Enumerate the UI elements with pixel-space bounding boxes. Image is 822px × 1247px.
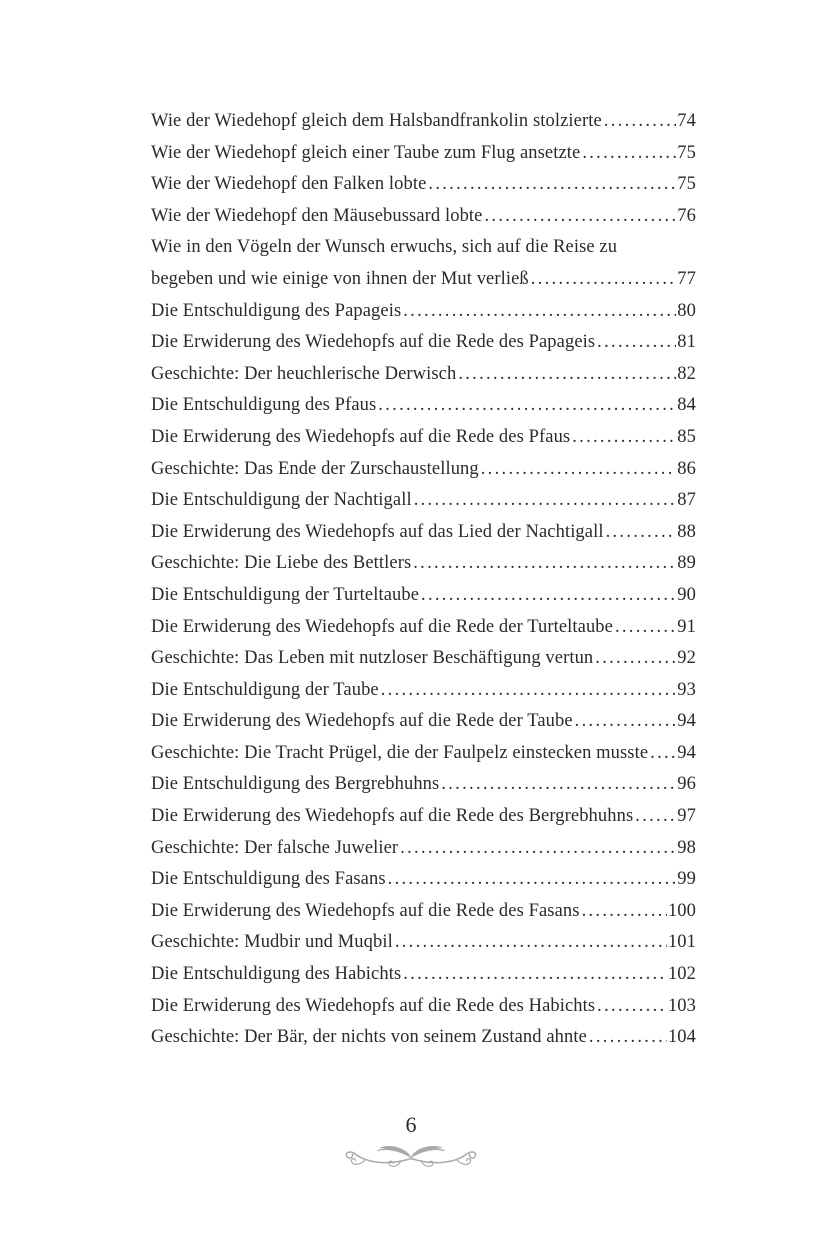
toc-line [151, 806, 696, 838]
toc-entry-page: 87 [677, 490, 696, 511]
toc-entry-page: 98 [677, 837, 696, 858]
toc-entry [151, 364, 696, 396]
toc-entry-title: Die Erwiderung des Wiedehopfs auf die Rede des Fasans [151, 900, 580, 921]
toc-entry-title: Die Erwiderung des Wiedehopfs auf die Rede des Papageis [151, 332, 596, 353]
toc-entry-title: begeben und wie einige von ihnen der Mut verließ [151, 268, 529, 289]
toc-line [151, 143, 696, 175]
dot-leader [606, 522, 677, 543]
toc-entry [151, 901, 696, 933]
table-of-contents [151, 111, 696, 1059]
toc-line [151, 395, 696, 427]
dot-leader [484, 206, 676, 227]
toc-entry-title: Geschichte: Die Tracht Prügel, die der Faulpelz einstecken musste [151, 742, 649, 763]
toc-entry [151, 111, 696, 143]
toc-entry-page: 103 [667, 995, 696, 1016]
toc-entry [151, 459, 696, 491]
toc-entry-page: 80 [677, 300, 696, 321]
toc-entry-title: Die Erwiderung des Wiedehopfs auf die Rede des Habichts [151, 995, 596, 1016]
toc-entry-page: 89 [677, 553, 696, 574]
toc-entry-page: 94 [677, 711, 696, 732]
toc-entry-page: 75 [677, 174, 696, 195]
toc-line [151, 964, 696, 996]
toc-line [151, 585, 696, 617]
dot-leader [572, 427, 676, 448]
toc-entry [151, 964, 696, 996]
toc-entry [151, 395, 696, 427]
toc-line [151, 490, 696, 522]
toc-entry [151, 869, 696, 901]
toc-line [151, 269, 696, 301]
toc-entry [151, 143, 696, 175]
dot-leader [458, 364, 676, 385]
toc-entry [151, 680, 696, 712]
toc-entry-title: Die Entschuldigung des Pfaus [151, 395, 377, 416]
toc-entry [151, 522, 696, 554]
toc-entry-title: Die Entschuldigung des Papageis [151, 300, 402, 321]
toc-line [151, 996, 696, 1028]
toc-entry [151, 585, 696, 617]
toc-entry [151, 1027, 696, 1059]
toc-line [151, 838, 696, 870]
toc-entry [151, 490, 696, 522]
toc-line [151, 869, 696, 901]
toc-line [151, 459, 696, 491]
toc-entry-title: Wie der Wiedehopf gleich dem Halsbandfrankolin stolzierte [151, 111, 602, 131]
dot-leader [403, 301, 676, 322]
page-number: 6 [405, 1112, 417, 1137]
toc-line [151, 743, 696, 775]
toc-entry-page: 102 [667, 964, 696, 985]
toc-entry-title: Die Erwiderung des Wiedehopfs auf das Lied der Nachtigall [151, 521, 604, 542]
toc-line [151, 617, 696, 649]
dot-leader [531, 269, 677, 290]
toc-entry [151, 838, 696, 870]
toc-entry-page: 76 [677, 205, 696, 226]
toc-line [151, 206, 696, 238]
toc-entry [151, 174, 696, 206]
dot-leader [378, 395, 676, 416]
toc-line [151, 932, 696, 964]
toc-entry-page: 99 [677, 869, 696, 890]
toc-entry [151, 996, 696, 1028]
toc-entry-page: 75 [677, 142, 696, 163]
dot-leader [403, 964, 667, 985]
toc-line [151, 301, 696, 333]
toc-line [151, 111, 696, 143]
toc-line [151, 332, 696, 364]
toc-entry-page: 90 [677, 584, 696, 605]
toc-entry-title: Die Erwiderung des Wiedehopfs auf die Rede der Turteltaube [151, 616, 613, 637]
toc-entry-page: 93 [677, 679, 696, 700]
toc-line [151, 1027, 696, 1059]
toc-entry-page: 92 [677, 648, 696, 669]
toc-entry-title: Die Entschuldigung des Bergrebhuhns [151, 774, 440, 795]
toc-entry-title: Geschichte: Der Bär, der nichts von seinem Zustand ahnte [151, 1027, 587, 1048]
dot-leader [604, 111, 677, 132]
toc-entry [151, 648, 696, 680]
dot-leader [388, 869, 677, 890]
dot-leader [595, 648, 676, 669]
toc-entry-title: Geschichte: Der heuchlerische Derwisch [151, 363, 457, 384]
toc-line [151, 174, 696, 206]
toc-entry-page: 77 [677, 268, 696, 289]
dot-leader [414, 490, 677, 511]
toc-entry [151, 711, 696, 743]
toc-entry-title: Die Entschuldigung der Nachtigall [151, 490, 412, 511]
toc-entry-title: Die Entschuldigung der Turteltaube [151, 584, 420, 605]
toc-entry [151, 237, 696, 300]
toc-entry [151, 301, 696, 333]
toc-entry-page: 84 [677, 395, 696, 416]
toc-line [151, 364, 696, 396]
toc-entry-title: Wie der Wiedehopf den Mäusebussard lobte [151, 205, 483, 226]
dot-leader [615, 617, 676, 638]
toc-entry [151, 206, 696, 238]
toc-entry-title: Die Entschuldigung der Taube [151, 679, 379, 700]
toc-entry-title: Wie der Wiedehopf den Falken lobte [151, 174, 427, 195]
toc-entry-title: Wie der Wiedehopf gleich einer Taube zum Flug ansetzte [151, 142, 581, 163]
toc-entry-page: 101 [667, 932, 696, 953]
dot-leader [413, 553, 676, 574]
toc-entry-page: 104 [667, 1027, 696, 1048]
dot-leader [650, 743, 676, 764]
dot-leader [481, 459, 677, 480]
toc-entry [151, 743, 696, 775]
toc-line [151, 522, 696, 554]
dot-leader [582, 901, 667, 922]
toc-entry [151, 427, 696, 459]
dot-leader [421, 585, 676, 606]
toc-entry-page: 88 [677, 521, 696, 542]
dot-leader [400, 838, 676, 859]
toc-line [151, 237, 696, 269]
toc-entry-title: Geschichte: Der falsche Juwelier [151, 837, 399, 858]
toc-line [151, 680, 696, 712]
toc-entry-page: 96 [677, 774, 696, 795]
toc-entry-title: Geschichte: Das Ende der Zurschaustellung [151, 458, 479, 479]
toc-entry-title: Geschichte: Das Leben mit nutzloser Beschäftigung vertun [151, 648, 594, 669]
toc-entry-page: 85 [677, 426, 696, 447]
toc-entry-page: 100 [667, 900, 696, 921]
toc-entry-title: Geschichte: Mudbir und Muqbil [151, 932, 393, 953]
toc-line [151, 774, 696, 806]
toc-entry-title: Die Erwiderung des Wiedehopfs auf die Rede der Taube [151, 711, 573, 732]
dot-leader [428, 174, 676, 195]
toc-entry-title: Geschichte: Die Liebe des Bettlers [151, 553, 412, 574]
dot-leader [597, 332, 676, 353]
toc-entry-title: Die Entschuldigung des Habichts [151, 964, 402, 985]
toc-entry [151, 806, 696, 838]
toc-line [151, 648, 696, 680]
toc-entry-title: Die Entschuldigung des Fasans [151, 869, 386, 890]
toc-entry-page: 81 [677, 332, 696, 353]
toc-entry [151, 932, 696, 964]
dot-leader [635, 806, 676, 827]
toc-entry-page: 82 [677, 363, 696, 384]
dot-leader [381, 680, 677, 701]
dot-leader [597, 996, 667, 1017]
toc-entry-title: Wie in den Vögeln der Wunsch erwuchs, sich auf die Reise zu [151, 237, 618, 258]
toc-line [151, 427, 696, 459]
toc-entry-title: Die Erwiderung des Wiedehopfs auf die Rede des Bergrebhuhns [151, 806, 634, 827]
toc-entry-page: 74 [677, 111, 696, 131]
dot-leader [441, 774, 676, 795]
dot-leader [575, 711, 677, 732]
dot-leader [582, 143, 676, 164]
toc-entry [151, 332, 696, 364]
toc-entry [151, 553, 696, 585]
toc-entry-page: 94 [677, 742, 696, 763]
dot-leader [395, 932, 667, 953]
dot-leader [589, 1027, 667, 1048]
page-footer [0, 1112, 822, 1175]
toc-line [151, 711, 696, 743]
toc-line [151, 553, 696, 585]
flourish-ornament [333, 1139, 489, 1175]
toc-entry-page: 86 [677, 458, 696, 479]
toc-entry-page: 97 [677, 806, 696, 827]
toc-entry-title: Die Erwiderung des Wiedehopfs auf die Rede des Pfaus [151, 426, 571, 447]
toc-entry [151, 617, 696, 649]
toc-line [151, 901, 696, 933]
toc-entry [151, 774, 696, 806]
toc-entry-page: 91 [677, 616, 696, 637]
